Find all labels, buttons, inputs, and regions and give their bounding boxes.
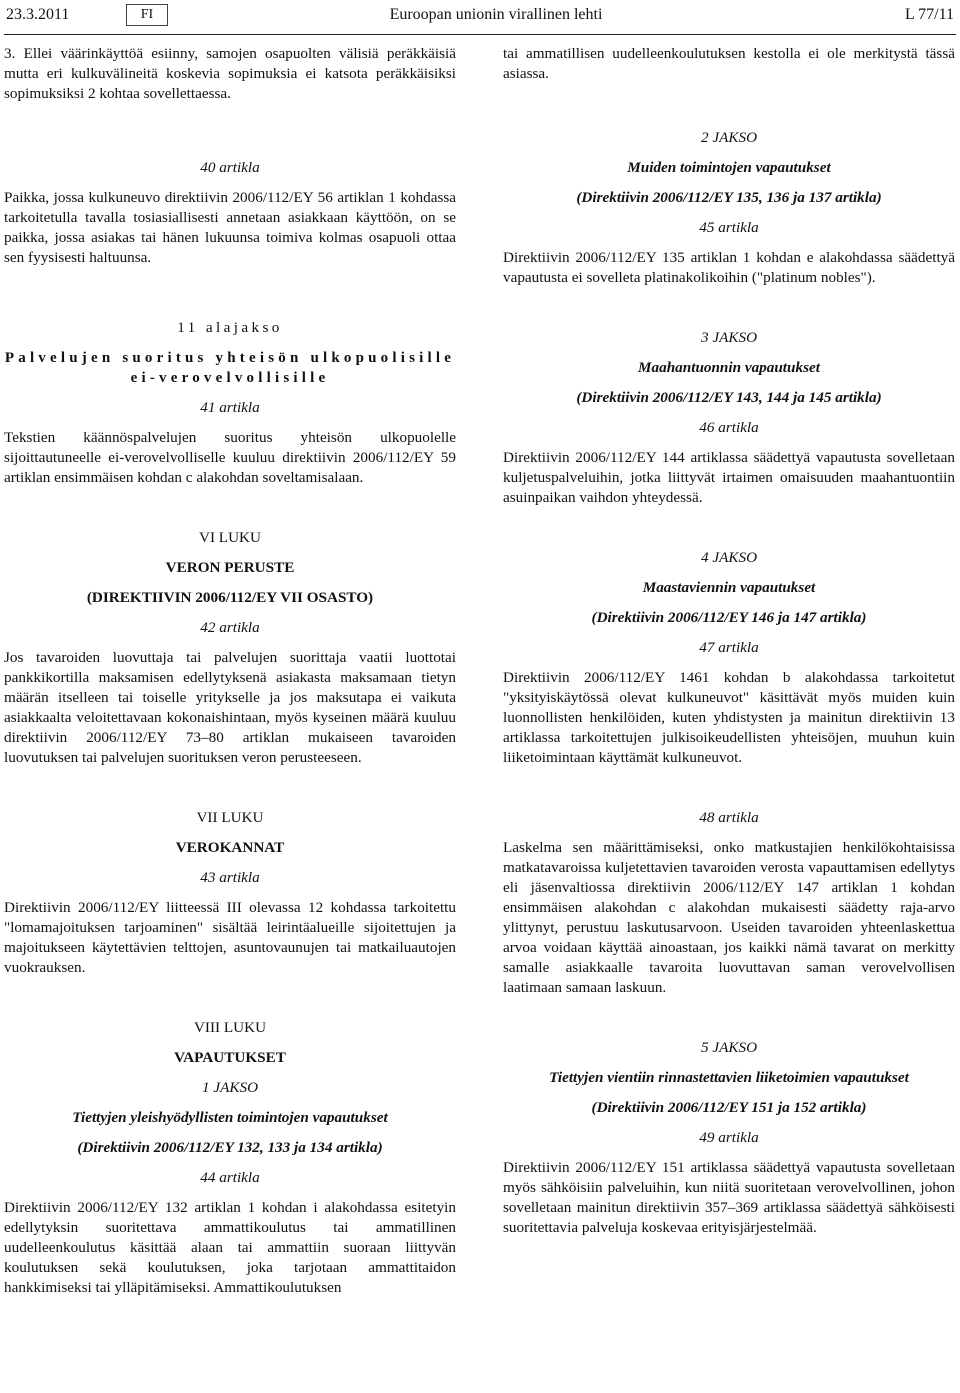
chapter-8-title: VAPAUTUKSET: [174, 1049, 286, 1066]
chapter-7-title: VEROKANNAT: [175, 839, 285, 856]
article-49-title: 49 artikla: [699, 1129, 759, 1146]
subsection-11-label: 11 alajakso: [177, 319, 283, 336]
section-4-label: 4 JAKSO: [700, 549, 758, 566]
chapter-6-title: VERON PERUSTE: [165, 559, 295, 576]
article-47-title: 47 artikla: [699, 639, 759, 656]
article-49-text: Direktiivin 2006/112/EY 151 artiklassa säädettyä vapautusta sovelletaan myös sähköisiin palveluihin, kun niitä suoritetaan verovelvollinen, johon sovelletaan mainitun direktiivin 357–369 artiklassa säädettyä sähköisesti suoritettavia palveluja koskevaa erityisjärjestelmää.: [503, 1159, 955, 1236]
publication-date: 23.3.2011: [6, 6, 70, 23]
article-46-text: Direktiivin 2006/112/EY 144 artiklassa säädettyä vapautusta sovelletaan kuljetuspalveluihin, jotka liittyvät irtaimen omaisuuden maahantuontiin asuinpaikan vaihdon yhteydessä.: [503, 449, 955, 506]
article-45-text: Direktiivin 2006/112/EY 135 artiklan 1 kohdan e alakohdassa säädettyä vapautusta ei sovelleta platinakolikoihin ("platinum nobles").: [503, 249, 955, 286]
section-2-subtitle: (Direktiivin 2006/112/EY 135, 136 ja 137 artikla): [576, 189, 882, 206]
section-1-subtitle: (Direktiivin 2006/112/EY 132, 133 ja 134 artikla): [77, 1139, 383, 1156]
article-41-text: Tekstien käännöspalvelujen suoritus yhteisön ulkopuolelle sijoittautuneelle ei-verovelvolliselle kuuluu direktiivin 2006/112/EY 59 artiklan ensimmäisen kohdan c alakohdan soveltamisalaan.: [4, 429, 456, 486]
continuation-text: tai ammatillisen uudelleenkoulutuksen kestolla ei ole merkitystä tässä asiassa.: [503, 45, 955, 82]
article-46-title: 46 artikla: [699, 419, 759, 436]
article-44-text: Direktiivin 2006/112/EY 132 artiklan 1 kohdan i alakohdassa esitetyin edellytyksin suoritettava ammattikoulutus tai ammatillinen uudelleenkoulutus käsittää alaan tai ammattiin suoraan liittyvän koulutuksen sekä koulutuksen, joka tarjotaan ammattitaidon hankkimiseksi tai ylläpitämiseksi. Ammattikoulutuksen: [4, 1199, 456, 1296]
article-43-text: Direktiivin 2006/112/EY liitteessä III olevassa 12 kohdassa tarkoitettu "lomamajoituksen tarjoaminen" sisältää leirintäalueille sijoitettujen ja majoitukseen käytettävien telttojen, asuntovaunujen tai matkailuautojen vuokrauksen.: [4, 899, 456, 976]
section-3-subtitle: (Direktiivin 2006/112/EY 143, 144 ja 145 artikla): [576, 389, 882, 406]
language-badge: FI: [126, 4, 168, 26]
section-5-subtitle: (Direktiivin 2006/112/EY 151 ja 152 artikla): [591, 1099, 867, 1116]
section-5-label: 5 JAKSO: [700, 1039, 758, 1056]
chapter-6-subtitle: (DIREKTIIVIN 2006/112/EY VII OSASTO): [86, 589, 374, 606]
article-42-title: 42 artikla: [200, 619, 260, 636]
section-3-label: 3 JAKSO: [700, 329, 758, 346]
article-40-text: Paikka, jossa kulkuneuvo direktiivin 2006/112/EY 56 artiklan 1 kohdassa tarkoitetulla tavalla tosiasiallisesti annetaan asiakkaan käyttöön, on se paikka, jossa asiakas tai hänen lukuunsa toimiva kolmas osapuoli ottaa sen fyysisesti haltuunsa.: [4, 189, 456, 266]
section-5-title: Tiettyjen vientiin rinnastettavien liiketoimien vapautukset: [549, 1069, 909, 1086]
section-4-subtitle: (Direktiivin 2006/112/EY 146 ja 147 artikla): [591, 609, 867, 626]
article-48-title: 48 artikla: [699, 809, 759, 826]
page-number: L 77/11: [904, 6, 954, 23]
article-40-title: 40 artikla: [200, 159, 260, 176]
section-4-title: Maastaviennin vapautukset: [642, 579, 816, 596]
paragraph-3: 3. Ellei väärinkäyttöä esiinny, samojen osapuolten välisiä peräkkäisiä mutta eri kulkuvälineitä koskevia sopimuksia ei katsota peräkkäisiksi sopimuksiksi 2 kohtaa sovellettaessa.: [4, 45, 456, 102]
chapter-8-label: VIII LUKU: [193, 1019, 267, 1036]
article-42-text: Jos tavaroiden luovuttaja tai palvelujen suorittaja vaatii luottotai pankkikortilla maksamisen edellytyksenä asiakasta maksamaan tietyn määrän itselleen tai toiselle yritykselle ja jos maksutapa ei vaikuta asiakkaalta veloitettavaan kokonaishintaan, myös kyseinen määrä kuuluu direktiivin 2006/112/EY 73–80 artiklan mukaiseen tavaroiden luovutuksen tai palvelujen suorituksen veron perusteeseen.: [4, 649, 456, 766]
journal-title: Euroopan unionin virallinen lehti: [389, 6, 603, 23]
chapter-6-label: VI LUKU: [198, 529, 261, 546]
section-2-title: Muiden toimintojen vapautukset: [627, 159, 831, 176]
subsection-11-title: Palvelujen suoritus yhteisön ulkopuolisille ei-verovelvollisille: [4, 350, 456, 386]
section-3-title: Maahantuonnin vapautukset: [638, 359, 820, 376]
left-column: [4, 44, 456, 1298]
section-1-label: 1 JAKSO: [201, 1079, 259, 1096]
article-41-title: 41 artikla: [200, 399, 260, 416]
right-column: [503, 44, 955, 1238]
section-1-title: Tiettyjen yleishyödyllisten toimintojen vapautukset: [72, 1109, 388, 1126]
header-rule: [4, 34, 956, 35]
article-45-title: 45 artikla: [699, 219, 759, 236]
article-47-text: Direktiivin 2006/112/EY 1461 kohdan b alakohdassa tarkoitetut "yksityiskäytössä olevat kulkuneuvot" käsittävät myös muiden kuin luonnollisten henkilöiden, kuten yhdistysten ja mainitun direktiivin 13 artiklassa tarkoitettujen julkisoikeudellisten yhteisöjen, muuhun kuin liiketoimintaan käyttämät kulkuneuvot.: [503, 669, 955, 766]
page-header: [6, 0, 954, 30]
article-43-title: 43 artikla: [200, 869, 260, 886]
section-2-label: 2 JAKSO: [700, 129, 758, 146]
article-48-text: Laskelma sen määrittämiseksi, onko matkustajien henkilökohtaisissa matkatavaroissa kuljetettavien tavaroiden verosta vapauttamisen edellytys eli jäsenvaltiossa direktiivin 2006/112/EY 147 artiklan 1 kohdan ensimmäisen alakohdan c alakohdan mukaisesti säädetty raja-arvo ylittynyt, perustuu laskutusarvoon. Useiden tavaroiden yhteenlaskettua arvoa voidaan käyttää ainoastaan, jos kaikki nämä tavarat on merkitty samalle asiakkaalle tavaroita luovuttavan saman verovelvollisen laatimaan samaan laskuun.: [503, 839, 955, 996]
chapter-7-label: VII LUKU: [196, 809, 264, 826]
article-44-title: 44 artikla: [200, 1169, 260, 1186]
